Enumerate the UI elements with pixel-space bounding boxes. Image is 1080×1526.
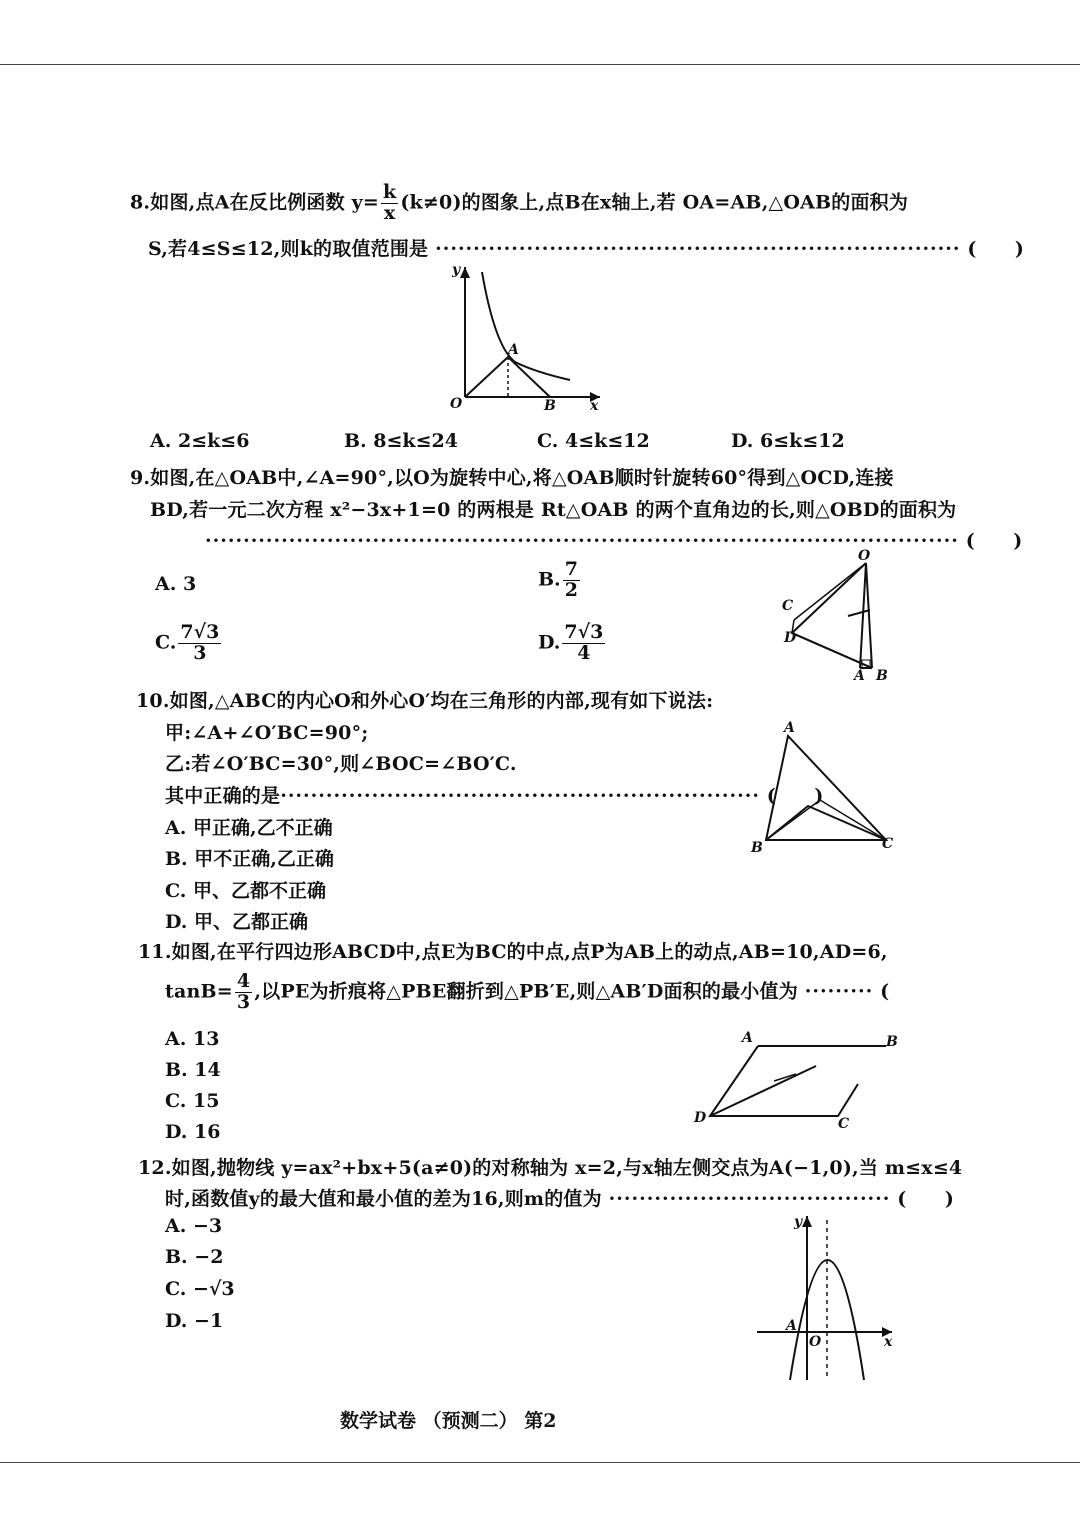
svg-text:A: A bbox=[786, 1318, 797, 1334]
q9-line1: 9.如图,在△OAB中,∠A=90°,以O为旋转中心,将△OAB顺时针旋转60°得到△OCD,连接 bbox=[130, 467, 894, 489]
q8-figure bbox=[440, 262, 610, 417]
svg-text:x: x bbox=[884, 1334, 893, 1350]
q11-option-c: C. 15 bbox=[165, 1090, 220, 1112]
svg-text:A: A bbox=[508, 342, 519, 358]
q9-option-d: D. $\frac{7√3}{4}$ bbox=[538, 621, 604, 664]
q8-option-d: D. 6≤k≤12 bbox=[731, 430, 845, 452]
q11-line2: tanB= $\frac{4}{3}$ ,以PE为折痕将△PBE翻折到△PB′E,则△AB′D面积的最小值为 ········· ( bbox=[165, 970, 890, 1013]
q11-line1: 11.如图,在平行四边形ABCD中,点E为BC的中点,点P为AB上的动点,AB=10,AD=6, bbox=[138, 941, 888, 963]
q8-option-a: A. 2≤k≤6 bbox=[150, 430, 250, 452]
page-footer: 数学试卷 （预测二） 第2 bbox=[340, 1410, 557, 1432]
q11-option-b: B. 14 bbox=[165, 1059, 221, 1081]
svg-text:B: B bbox=[544, 398, 556, 414]
svg-text:D: D bbox=[784, 630, 797, 646]
q8-fraction: $\frac{k}{x}$ bbox=[382, 181, 397, 224]
svg-text:A: A bbox=[742, 1030, 753, 1046]
svg-text:B: B bbox=[886, 1034, 898, 1050]
svg-text:A: A bbox=[854, 668, 865, 684]
q12-figure bbox=[752, 1210, 902, 1385]
q10-option-c: C. 甲、乙都不正确 bbox=[165, 880, 327, 902]
bottom-rule bbox=[0, 1462, 1080, 1463]
q10-option-d: D. 甲、乙都正确 bbox=[165, 911, 309, 933]
top-rule bbox=[0, 64, 1080, 65]
q8-number: 8. bbox=[130, 191, 151, 214]
svg-text:O: O bbox=[858, 548, 871, 564]
q9-line2: BD,若一元二次方程 x²−3x+1=0 的两根是 Rt△OAB 的两个直角边的长,则△OBD的面积为 bbox=[150, 499, 957, 521]
q10-ask: 其中正确的是······························································· ( ) bbox=[165, 785, 824, 807]
q8-line1: 8.如图,点A在反比例函数 y= $\frac{k}{x}$ (k≠0)的图象上,点B在x轴上,若 OA=AB,△OAB的面积为 bbox=[130, 181, 909, 224]
q8-line2: S,若4≤S≤12,则k的取值范围是 ····································································· ( ) bbox=[148, 238, 1025, 260]
q12-option-a: A. −3 bbox=[165, 1215, 223, 1237]
q11-option-d: D. 16 bbox=[165, 1121, 221, 1143]
q10-option-a: A. 甲正确,乙不正确 bbox=[165, 817, 333, 839]
svg-text:B: B bbox=[876, 668, 888, 684]
q12-line1: 12.如图,抛物线 y=ax²+bx+5(a≠0)的对称轴为 x=2,与x轴左侧交点为A(−1,0),当 m≤x≤4 bbox=[138, 1157, 963, 1179]
svg-text:A: A bbox=[784, 720, 795, 736]
q9-line3: ··································································································· ( ) bbox=[205, 530, 1023, 552]
svg-text:B: B bbox=[751, 840, 763, 856]
q8-option-c: C. 4≤k≤12 bbox=[537, 430, 650, 452]
q12-option-b: B. −2 bbox=[165, 1246, 224, 1268]
svg-text:y: y bbox=[794, 1214, 803, 1230]
q10-statement-yi: 乙:若∠O′BC=30°,则∠BOC=∠BO′C. bbox=[165, 753, 517, 775]
q10-line1: 10.如图,△ABC的内心O和外心O′均在三角形的内部,现有如下说法: bbox=[136, 690, 714, 712]
svg-text:D: D bbox=[694, 1110, 707, 1126]
svg-text:O: O bbox=[809, 1334, 822, 1350]
q11-figure bbox=[688, 1026, 903, 1131]
q9-figure bbox=[780, 548, 900, 683]
q8-option-b: B. 8≤k≤24 bbox=[344, 430, 458, 452]
q10-statement-jia: 甲:∠A+∠O′BC=90°; bbox=[165, 722, 369, 744]
svg-text:C: C bbox=[782, 598, 794, 614]
svg-text:C: C bbox=[838, 1116, 850, 1132]
q10-option-b: B. 甲不正确,乙正确 bbox=[165, 848, 334, 870]
q12-line2: 时,函数值y的最大值和最小值的差为16,则m的值为 ····································· ( ) bbox=[165, 1188, 955, 1210]
q9-option-c: C. $\frac{7√3}{3}$ bbox=[155, 621, 220, 664]
svg-text:x: x bbox=[590, 398, 599, 414]
q12-option-c: C. −√3 bbox=[165, 1278, 235, 1300]
svg-text:C: C bbox=[882, 836, 894, 852]
q10-figure bbox=[748, 718, 903, 858]
q11-option-a: A. 13 bbox=[165, 1028, 220, 1050]
q12-option-d: D. −1 bbox=[165, 1310, 224, 1332]
svg-text:y: y bbox=[452, 262, 461, 278]
svg-text:O: O bbox=[450, 396, 463, 412]
q9-option-b: B. $\frac{7}{2}$ bbox=[538, 558, 578, 601]
q9-option-a: A. 3 bbox=[155, 573, 197, 595]
